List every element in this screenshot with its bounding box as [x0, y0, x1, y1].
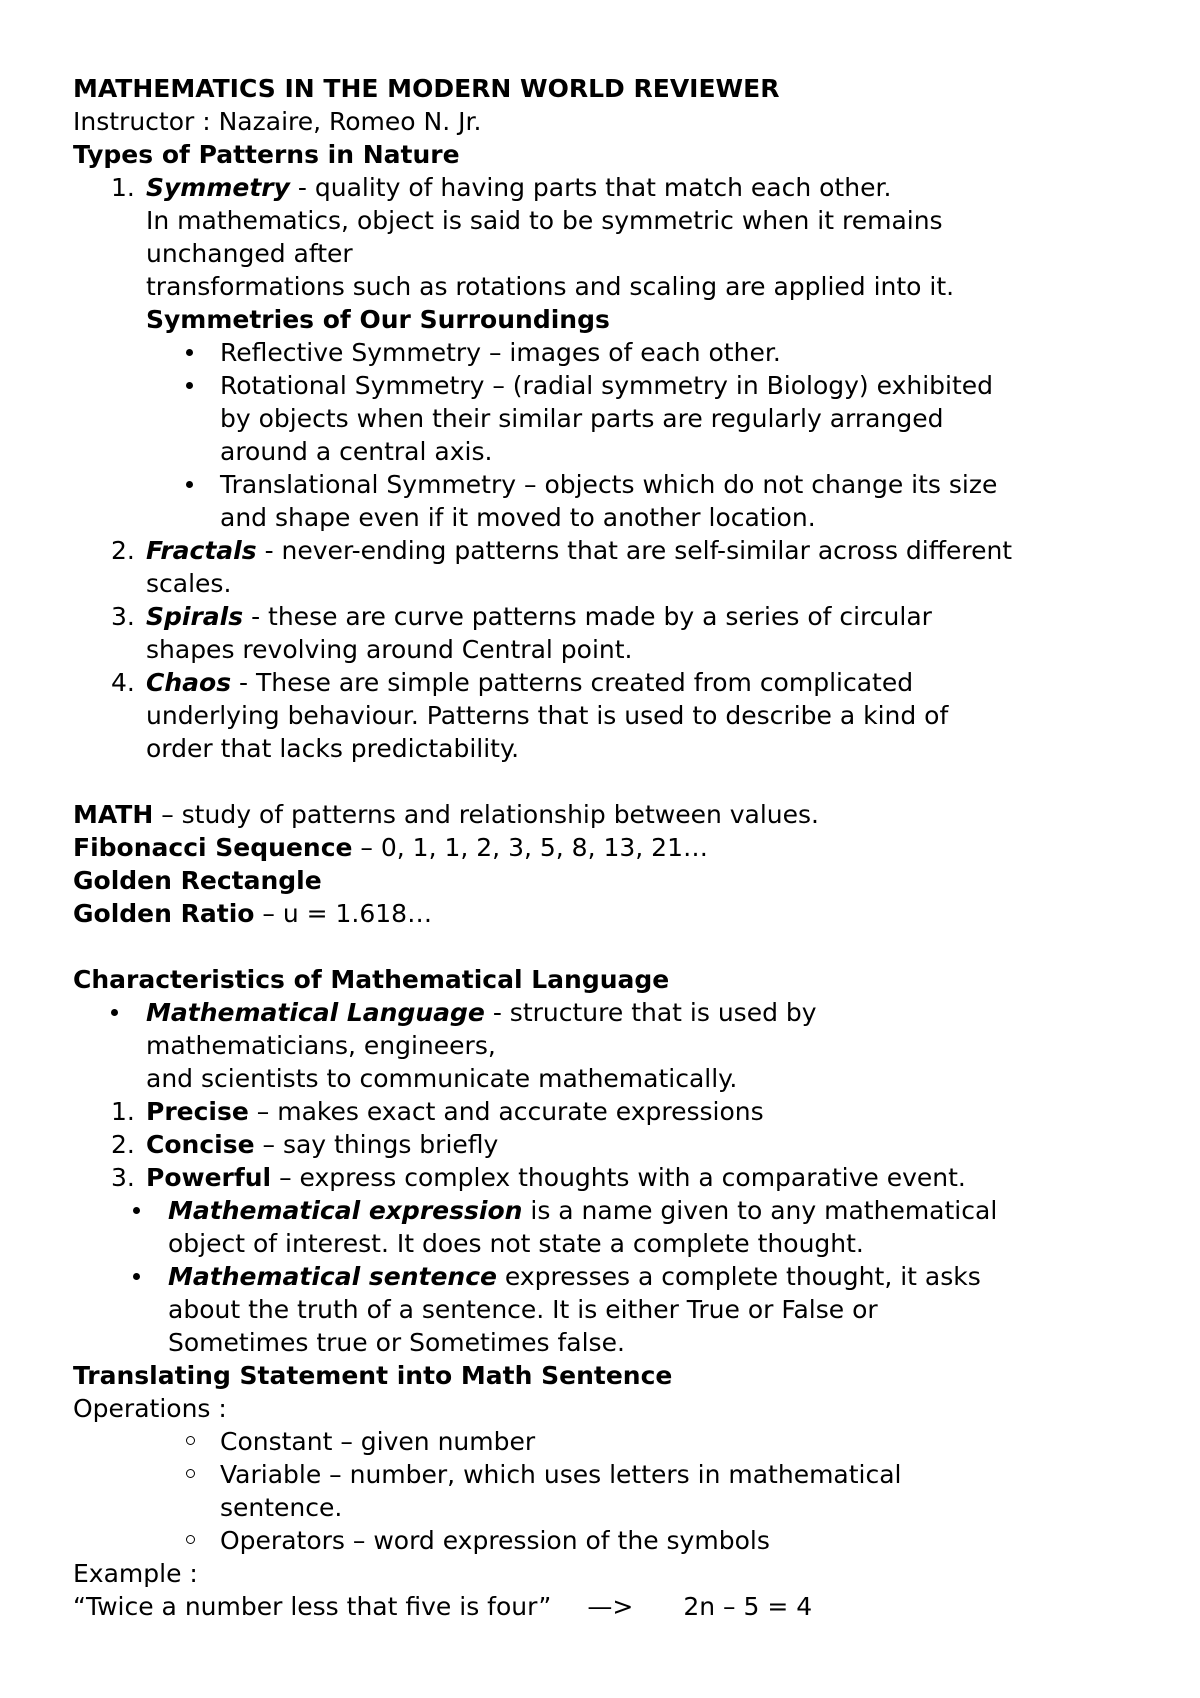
list-marker: 1. [111, 1097, 135, 1126]
list-item-text: Constant – given number [220, 1427, 536, 1456]
list-item-text: Reflective Symmetry – images of each other. [220, 338, 781, 367]
circle-bullet-icon [186, 1436, 195, 1445]
operation-operators [73, 1524, 1140, 1557]
symmetry-type-rotational [73, 369, 1140, 468]
math-sentence-term: Mathematical sentence [168, 1262, 497, 1291]
fractals-item [73, 534, 1140, 567]
list-marker: 1. [111, 173, 135, 202]
math-sentence-cont: about the truth of a sentence. It is either True or False or [168, 1295, 878, 1324]
circle-bullet-icon [186, 1535, 195, 1544]
math-sentence-cont: Sometimes true or Sometimes false. [168, 1328, 625, 1357]
chaos-cont: order that lacks predictability. [146, 734, 520, 763]
math-language-cont: mathematicians, engineers, [146, 1031, 496, 1060]
example-equation: 2n – 5 = 4 [683, 1592, 813, 1621]
symmetry-line: In mathematics, object is said to be symmetric when it remains [146, 206, 943, 235]
math-language-term: Mathematical Language [146, 998, 485, 1027]
bullet-dot-icon [111, 1009, 118, 1016]
list-item-text: by objects when their similar parts are regularly arranged [220, 404, 944, 433]
symmetry-item [73, 171, 1140, 204]
math-expression-cont: object of interest. It does not state a complete thought. [168, 1229, 864, 1258]
spacer [73, 930, 1140, 963]
patterns-heading: Types of Patterns in Nature [73, 140, 460, 169]
symmetry-line: unchanged after [146, 239, 353, 268]
characteristic-powerful: 3. Powerful – express complex thoughts with a comparative event. [111, 1163, 966, 1192]
example-label: Example : [73, 1559, 198, 1588]
symmetry-type-reflective [73, 336, 1140, 369]
math-sentence-item [73, 1260, 1140, 1359]
list-item-text: Operators – word expression of the symbols [220, 1526, 770, 1555]
math-definition: MATH – study of patterns and relationship between values. [73, 800, 820, 829]
bullet-dot-icon [186, 382, 193, 389]
fractals-def: - never-ending patterns that are self-similar across different [256, 536, 1013, 565]
math-expression-item [73, 1194, 1140, 1260]
bullet-dot-icon [186, 481, 193, 488]
symmetry-def: - quality of having parts that match each other. [289, 173, 892, 202]
language-heading: Characteristics of Mathematical Language [73, 965, 670, 994]
spacer [73, 765, 1140, 798]
example-arrow: —> [587, 1592, 634, 1621]
chaos-term: Chaos [146, 668, 232, 697]
math-language-def: - structure that is used by [484, 998, 817, 1027]
example-row [73, 1590, 1140, 1623]
list-marker: 3. [111, 1163, 135, 1192]
list-marker: 3. [111, 602, 135, 631]
math-language-item [73, 996, 1140, 1095]
fractals-term: Fractals [146, 536, 257, 565]
symmetry-type-translational [73, 468, 1140, 534]
list-marker: 2. [111, 536, 135, 565]
symmetries-subheading: Symmetries of Our Surroundings [146, 305, 610, 334]
bullet-dot-icon [133, 1273, 140, 1280]
fractals-cont: scales. [146, 569, 232, 598]
list-item-text: around a central axis. [220, 437, 493, 466]
circle-bullet-icon [186, 1469, 195, 1478]
list-marker: 2. [111, 1130, 135, 1159]
list-item-text: Rotational Symmetry – (radial symmetry in Biology) exhibited [220, 371, 994, 400]
bullet-dot-icon [186, 349, 193, 356]
symmetry-term: Symmetry [146, 173, 290, 202]
document-title: MATHEMATICS IN THE MODERN WORLD REVIEWER [73, 74, 780, 103]
operations-label: Operations : [73, 1394, 227, 1423]
characteristic-precise: 1. Precise – makes exact and accurate expressions [111, 1097, 764, 1126]
spirals-item [73, 600, 1140, 633]
example-statement: “Twice a number less that five is four” [73, 1592, 552, 1621]
operation-variable [73, 1458, 1140, 1524]
chaos-cont: underlying behaviour. Patterns that is used to describe a kind of [146, 701, 949, 730]
list-item-text: Translational Symmetry – objects which do not change its size [220, 470, 998, 499]
golden-ratio-definition: Golden Ratio – u = 1.618… [73, 899, 433, 928]
list-item-text: sentence. [220, 1493, 343, 1522]
operation-constant [73, 1425, 1140, 1458]
math-expression-term: Mathematical expression [168, 1196, 523, 1225]
symmetry-line: transformations such as rotations and scaling are applied into it. [146, 272, 955, 301]
chaos-def: - These are simple patterns created from complicated [231, 668, 914, 697]
translating-heading: Translating Statement into Math Sentence [73, 1361, 673, 1390]
spirals-def: - these are curve patterns made by a series of circular [243, 602, 932, 631]
characteristic-concise: 2. Concise – say things briefly [111, 1130, 499, 1159]
list-item-text: and shape even if it moved to another location. [220, 503, 816, 532]
golden-rectangle-label: Golden Rectangle [73, 866, 322, 895]
fibonacci-definition: Fibonacci Sequence – 0, 1, 1, 2, 3, 5, 8, 13, 21… [73, 833, 708, 862]
list-item-text: Variable – number, which uses letters in mathematical [220, 1460, 902, 1489]
math-sentence-def: expresses a complete thought, it asks [496, 1262, 981, 1291]
instructor-line: Instructor : Nazaire, Romeo N. Jr. [73, 107, 482, 136]
math-expression-def: is a name given to any mathematical [522, 1196, 998, 1225]
list-marker: 4. [111, 668, 135, 697]
bullet-dot-icon [133, 1207, 140, 1214]
chaos-item [73, 666, 1140, 699]
spirals-cont: shapes revolving around Central point. [146, 635, 633, 664]
spirals-term: Spirals [146, 602, 244, 631]
math-language-cont: and scientists to communicate mathematically. [146, 1064, 738, 1093]
